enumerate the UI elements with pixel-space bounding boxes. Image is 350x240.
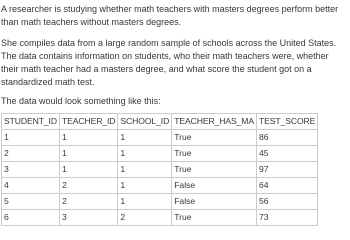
data-table — [1, 113, 318, 226]
header-teacher-has-ma: TEACHER_HAS_MA — [172, 114, 257, 130]
cell-student-id: 2 — [2, 146, 60, 162]
cell-test-score: 86 — [256, 130, 317, 146]
cell-student-id: 4 — [2, 178, 60, 194]
header-school-id: SCHOOL_ID — [118, 114, 172, 130]
cell-teacher-id: 1 — [59, 162, 117, 178]
table-row — [2, 130, 318, 146]
table-row — [2, 178, 318, 194]
cell-student-id: 6 — [2, 210, 60, 226]
cell-teacher-has-ma: True — [172, 210, 257, 226]
table-row — [2, 146, 318, 162]
cell-test-score: 64 — [256, 178, 317, 194]
intro-paragraph-3: The data would look something like this: — [1, 96, 161, 106]
cell-test-score: 97 — [256, 162, 317, 178]
cell-teacher-id: 1 — [59, 146, 117, 162]
question-content — [1, 3, 347, 226]
cell-teacher-has-ma: True — [172, 146, 257, 162]
intro-paragraph-2: She compiles data from a large random sample of schools across the United States. The data contains information on students, who their math teachers were, whether their math teacher had a masters degree, and what score the student got on a standardized math test. — [1, 38, 337, 87]
header-student-id: STUDENT_ID — [2, 114, 60, 130]
cell-teacher-id: 3 — [59, 210, 117, 226]
cell-teacher-has-ma: True — [172, 162, 257, 178]
table-row — [2, 210, 318, 226]
cell-student-id: 3 — [2, 162, 60, 178]
cell-test-score: 73 — [256, 210, 317, 226]
header-test-score: TEST_SCORE — [256, 114, 317, 130]
cell-teacher-has-ma: True — [172, 130, 257, 146]
table-row — [2, 194, 318, 210]
table-row — [2, 162, 318, 178]
cell-school-id: 1 — [118, 162, 172, 178]
cell-school-id: 1 — [118, 178, 172, 194]
table-header-row — [2, 114, 318, 130]
header-teacher-id: TEACHER_ID — [59, 114, 117, 130]
cell-school-id: 1 — [118, 146, 172, 162]
cell-teacher-has-ma: False — [172, 178, 257, 194]
cell-student-id: 1 — [2, 130, 60, 146]
cell-test-score: 45 — [256, 146, 317, 162]
cell-test-score: 56 — [256, 194, 317, 210]
cell-school-id: 1 — [118, 130, 172, 146]
cell-teacher-id: 2 — [59, 178, 117, 194]
cell-teacher-has-ma: False — [172, 194, 257, 210]
intro-paragraph-1: A researcher is studying whether math teachers with masters degrees perform better than math teachers without masters degrees. — [1, 4, 339, 27]
cell-school-id: 1 — [118, 194, 172, 210]
cell-teacher-id: 2 — [59, 194, 117, 210]
cell-teacher-id: 1 — [59, 130, 117, 146]
cell-school-id: 2 — [118, 210, 172, 226]
cell-student-id: 5 — [2, 194, 60, 210]
